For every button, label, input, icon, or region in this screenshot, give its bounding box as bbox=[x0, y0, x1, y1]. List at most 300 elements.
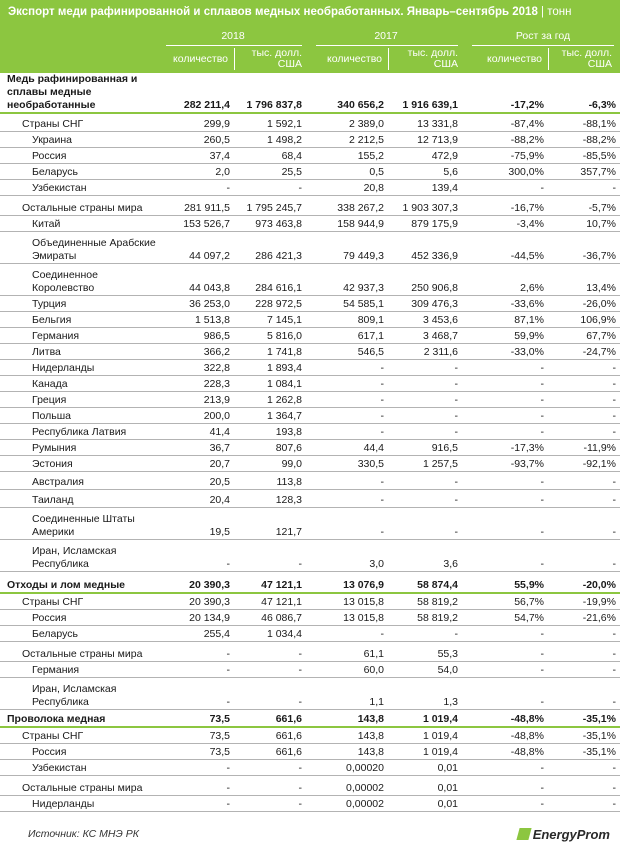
cell-growth-usd: - bbox=[548, 391, 620, 407]
cell-usd-2018: 1 592,1 bbox=[234, 113, 306, 131]
row-label: Канада bbox=[0, 375, 160, 391]
table-row bbox=[0, 641, 620, 661]
row-label: Иран, Исламская Республика bbox=[0, 677, 160, 709]
cell-qty-2018: 213,9 bbox=[160, 391, 234, 407]
cell-usd-2017: - bbox=[388, 359, 462, 375]
cell-qty-2018: 282 211,4 bbox=[160, 73, 234, 113]
table-row bbox=[0, 147, 620, 163]
table-title: Экспорт меди рафинированной и сплавов медных необработанных. Январь–сентябрь 2018 bbox=[8, 6, 538, 18]
cell-qty-2017: 809,1 bbox=[306, 311, 388, 327]
row-label: Украина bbox=[0, 131, 160, 147]
row-label: Узбекистан bbox=[0, 759, 160, 775]
cell-growth-usd: - bbox=[548, 539, 620, 571]
cell-growth-qty: -33,6% bbox=[462, 295, 548, 311]
cell-usd-2018: 46 086,7 bbox=[234, 609, 306, 625]
cell-growth-qty: -33,0% bbox=[462, 343, 548, 359]
cell-growth-qty: -48,8% bbox=[462, 743, 548, 759]
header-usd-2017: тыс. долл. США bbox=[407, 47, 458, 70]
cell-growth-qty: - bbox=[462, 489, 548, 507]
row-label: Узбекистан bbox=[0, 179, 160, 195]
cell-qty-2018: 153 526,7 bbox=[160, 215, 234, 231]
cell-usd-2018: 121,7 bbox=[234, 507, 306, 539]
table-row bbox=[0, 195, 620, 215]
cell-qty-2018: - bbox=[160, 179, 234, 195]
row-label: Россия bbox=[0, 743, 160, 759]
cell-qty-2017: 0,00020 bbox=[306, 759, 388, 775]
cell-growth-usd: -36,7% bbox=[548, 231, 620, 263]
row-label: Страны СНГ bbox=[0, 727, 160, 743]
cell-usd-2017: 13 331,8 bbox=[388, 113, 462, 131]
cell-qty-2017: 158 944,9 bbox=[306, 215, 388, 231]
row-label: Остальные страны мира bbox=[0, 641, 160, 661]
row-label: Турция bbox=[0, 295, 160, 311]
cell-growth-usd: 13,4% bbox=[548, 263, 620, 295]
cell-usd-2017: 54,0 bbox=[388, 661, 462, 677]
cell-usd-2017: - bbox=[388, 407, 462, 423]
cell-growth-usd: -35,1% bbox=[548, 709, 620, 727]
cell-usd-2018: 193,8 bbox=[234, 423, 306, 439]
cell-growth-qty: -3,4% bbox=[462, 215, 548, 231]
cell-growth-usd: - bbox=[548, 625, 620, 641]
cell-qty-2018: 200,0 bbox=[160, 407, 234, 423]
cell-usd-2017: 3,6 bbox=[388, 539, 462, 571]
row-label: Соединенное Королевство bbox=[0, 263, 160, 295]
table-row bbox=[0, 571, 620, 593]
row-label: Румыния bbox=[0, 439, 160, 455]
cell-qty-2017: 143,8 bbox=[306, 727, 388, 743]
cell-growth-qty: -87,4% bbox=[462, 113, 548, 131]
cell-usd-2018: 661,6 bbox=[234, 743, 306, 759]
cell-usd-2017: - bbox=[388, 375, 462, 391]
cell-growth-usd: - bbox=[548, 775, 620, 795]
cell-qty-2017: - bbox=[306, 391, 388, 407]
table-row bbox=[0, 423, 620, 439]
cell-usd-2017: - bbox=[388, 625, 462, 641]
cell-qty-2018: 299,9 bbox=[160, 113, 234, 131]
cell-growth-qty: - bbox=[462, 759, 548, 775]
cell-usd-2017: 879 175,9 bbox=[388, 215, 462, 231]
cell-usd-2017: 0,01 bbox=[388, 795, 462, 811]
row-label: Россия bbox=[0, 147, 160, 163]
row-label: Иран, Исламская Республика bbox=[0, 539, 160, 571]
cell-growth-qty: 59,9% bbox=[462, 327, 548, 343]
cell-usd-2017: 139,4 bbox=[388, 179, 462, 195]
cell-growth-qty: -17,3% bbox=[462, 439, 548, 455]
table-row bbox=[0, 439, 620, 455]
table-row bbox=[0, 391, 620, 407]
cell-growth-usd: - bbox=[548, 489, 620, 507]
row-label: Объединенные Арабские Эмираты bbox=[0, 231, 160, 263]
cell-usd-2017: 472,9 bbox=[388, 147, 462, 163]
cell-usd-2018: - bbox=[234, 795, 306, 811]
cell-growth-qty: 56,7% bbox=[462, 593, 548, 609]
cell-qty-2018: 20,7 bbox=[160, 455, 234, 471]
cell-growth-qty: - bbox=[462, 359, 548, 375]
cell-usd-2017: - bbox=[388, 391, 462, 407]
cell-growth-usd: 357,7% bbox=[548, 163, 620, 179]
cell-qty-2018: - bbox=[160, 641, 234, 661]
cell-usd-2017: 58 819,2 bbox=[388, 609, 462, 625]
cell-growth-usd: -24,7% bbox=[548, 343, 620, 359]
table-row bbox=[0, 743, 620, 759]
cell-growth-qty: -17,2% bbox=[462, 73, 548, 113]
cell-usd-2018: 661,6 bbox=[234, 727, 306, 743]
cell-usd-2017: 1 257,5 bbox=[388, 455, 462, 471]
cell-usd-2018: 807,6 bbox=[234, 439, 306, 455]
table-row bbox=[0, 343, 620, 359]
cell-usd-2018: 1 034,4 bbox=[234, 625, 306, 641]
cell-qty-2018: 20 390,3 bbox=[160, 571, 234, 593]
cell-qty-2018: 228,3 bbox=[160, 375, 234, 391]
row-label: Нидерланды bbox=[0, 795, 160, 811]
cell-qty-2018: 260,5 bbox=[160, 131, 234, 147]
cell-growth-usd: 106,9% bbox=[548, 311, 620, 327]
table-row bbox=[0, 311, 620, 327]
row-label: Страны СНГ bbox=[0, 593, 160, 609]
cell-qty-2017: 13 015,8 bbox=[306, 609, 388, 625]
cell-qty-2017: 143,8 bbox=[306, 709, 388, 727]
cell-growth-usd: -88,1% bbox=[548, 113, 620, 131]
row-label: Отходы и лом медные bbox=[0, 571, 160, 593]
cell-usd-2017: 1,3 bbox=[388, 677, 462, 709]
cell-usd-2018: 5 816,0 bbox=[234, 327, 306, 343]
header-underline-growth bbox=[472, 45, 614, 46]
cell-qty-2018: 20,5 bbox=[160, 471, 234, 489]
cell-usd-2018: 1 741,8 bbox=[234, 343, 306, 359]
cell-usd-2017: 916,5 bbox=[388, 439, 462, 455]
cell-qty-2017: - bbox=[306, 359, 388, 375]
row-label: Страны СНГ bbox=[0, 113, 160, 131]
data-table bbox=[0, 73, 620, 812]
cell-usd-2017: - bbox=[388, 471, 462, 489]
cell-qty-2018: 73,5 bbox=[160, 727, 234, 743]
header-qty-2017: количество bbox=[327, 53, 382, 65]
cell-usd-2018: 113,8 bbox=[234, 471, 306, 489]
table-row bbox=[0, 73, 620, 113]
cell-growth-qty: - bbox=[462, 507, 548, 539]
row-label: Китай bbox=[0, 215, 160, 231]
cell-qty-2017: 3,0 bbox=[306, 539, 388, 571]
cell-qty-2017: 42 937,3 bbox=[306, 263, 388, 295]
cell-usd-2017: 452 336,9 bbox=[388, 231, 462, 263]
cell-growth-qty: -75,9% bbox=[462, 147, 548, 163]
cell-qty-2018: - bbox=[160, 795, 234, 811]
cell-qty-2018: - bbox=[160, 677, 234, 709]
row-label: Нидерланды bbox=[0, 359, 160, 375]
cell-growth-usd: -20,0% bbox=[548, 571, 620, 593]
row-label: Остальные страны мира bbox=[0, 775, 160, 795]
cell-usd-2017: 58 874,4 bbox=[388, 571, 462, 593]
cell-usd-2018: - bbox=[234, 759, 306, 775]
cell-usd-2017: 3 453,6 bbox=[388, 311, 462, 327]
cell-growth-qty: 54,7% bbox=[462, 609, 548, 625]
cell-usd-2018: - bbox=[234, 775, 306, 795]
cell-qty-2018: 20,4 bbox=[160, 489, 234, 507]
cell-growth-usd: -6,3% bbox=[548, 73, 620, 113]
energyprom-logo bbox=[518, 827, 610, 842]
cell-growth-usd: - bbox=[548, 759, 620, 775]
header-qty-growth: количество bbox=[487, 53, 542, 65]
cell-qty-2018: 44 043,8 bbox=[160, 263, 234, 295]
cell-qty-2018: 281 911,5 bbox=[160, 195, 234, 215]
source-note: Источник: КС МНЭ РК bbox=[28, 828, 139, 840]
row-label: Германия bbox=[0, 661, 160, 677]
cell-growth-qty: 55,9% bbox=[462, 571, 548, 593]
cell-usd-2018: - bbox=[234, 539, 306, 571]
cell-growth-qty: 2,6% bbox=[462, 263, 548, 295]
cell-usd-2018: 25,5 bbox=[234, 163, 306, 179]
row-label: Беларусь bbox=[0, 625, 160, 641]
table-row bbox=[0, 179, 620, 195]
cell-growth-usd: -35,1% bbox=[548, 743, 620, 759]
cell-usd-2017: - bbox=[388, 423, 462, 439]
cell-growth-usd: - bbox=[548, 677, 620, 709]
cell-usd-2018: - bbox=[234, 677, 306, 709]
cell-qty-2017: 546,5 bbox=[306, 343, 388, 359]
row-label: Соединенные Штаты Америки bbox=[0, 507, 160, 539]
cell-growth-usd: - bbox=[548, 471, 620, 489]
row-label: Германия bbox=[0, 327, 160, 343]
cell-growth-usd: -92,1% bbox=[548, 455, 620, 471]
cell-usd-2018: 1 893,4 bbox=[234, 359, 306, 375]
cell-growth-usd: - bbox=[548, 179, 620, 195]
cell-qty-2018: 73,5 bbox=[160, 709, 234, 727]
cell-usd-2018: 284 616,1 bbox=[234, 263, 306, 295]
cell-qty-2017: 13 015,8 bbox=[306, 593, 388, 609]
table-row bbox=[0, 727, 620, 743]
cell-usd-2017: 1 019,4 bbox=[388, 727, 462, 743]
cell-usd-2018: 228 972,5 bbox=[234, 295, 306, 311]
cell-qty-2018: - bbox=[160, 539, 234, 571]
cell-qty-2017: - bbox=[306, 625, 388, 641]
cell-growth-qty: - bbox=[462, 795, 548, 811]
table-row bbox=[0, 375, 620, 391]
cell-usd-2017: 0,01 bbox=[388, 775, 462, 795]
logo-text: EnergyProm bbox=[532, 827, 610, 842]
logo-mark-icon bbox=[516, 828, 531, 840]
table-row bbox=[0, 471, 620, 489]
cell-qty-2017: - bbox=[306, 489, 388, 507]
row-label: Беларусь bbox=[0, 163, 160, 179]
table-row bbox=[0, 131, 620, 147]
cell-qty-2017: 340 656,2 bbox=[306, 73, 388, 113]
cell-growth-qty: -93,7% bbox=[462, 455, 548, 471]
cell-qty-2017: 617,1 bbox=[306, 327, 388, 343]
cell-qty-2018: - bbox=[160, 759, 234, 775]
cell-usd-2017: 0,01 bbox=[388, 759, 462, 775]
cell-growth-usd: -35,1% bbox=[548, 727, 620, 743]
table-row bbox=[0, 327, 620, 343]
cell-qty-2018: 2,0 bbox=[160, 163, 234, 179]
cell-growth-qty: -48,8% bbox=[462, 727, 548, 743]
cell-usd-2018: 68,4 bbox=[234, 147, 306, 163]
table-row bbox=[0, 677, 620, 709]
cell-qty-2017: 79 449,3 bbox=[306, 231, 388, 263]
cell-usd-2018: - bbox=[234, 661, 306, 677]
cell-growth-usd: - bbox=[548, 795, 620, 811]
cell-usd-2017: 5,6 bbox=[388, 163, 462, 179]
cell-qty-2017: - bbox=[306, 423, 388, 439]
row-label: Проволока медная bbox=[0, 709, 160, 727]
table-row bbox=[0, 113, 620, 131]
row-label: Эстония bbox=[0, 455, 160, 471]
cell-growth-usd: -88,2% bbox=[548, 131, 620, 147]
table-row bbox=[0, 609, 620, 625]
cell-growth-usd: -19,9% bbox=[548, 593, 620, 609]
cell-usd-2018: - bbox=[234, 179, 306, 195]
cell-growth-usd: 10,7% bbox=[548, 215, 620, 231]
cell-qty-2017: - bbox=[306, 507, 388, 539]
cell-qty-2018: 36,7 bbox=[160, 439, 234, 455]
cell-usd-2018: 128,3 bbox=[234, 489, 306, 507]
cell-growth-qty: -48,8% bbox=[462, 709, 548, 727]
table-row bbox=[0, 215, 620, 231]
cell-growth-qty: - bbox=[462, 423, 548, 439]
cell-growth-usd: -26,0% bbox=[548, 295, 620, 311]
cell-usd-2018: 1 796 837,8 bbox=[234, 73, 306, 113]
table-row bbox=[0, 295, 620, 311]
cell-usd-2017: 1 019,4 bbox=[388, 709, 462, 727]
cell-usd-2018: - bbox=[234, 641, 306, 661]
cell-qty-2017: 0,00002 bbox=[306, 775, 388, 795]
cell-usd-2018: 286 421,3 bbox=[234, 231, 306, 263]
table-row bbox=[0, 407, 620, 423]
table-row bbox=[0, 263, 620, 295]
table-row bbox=[0, 625, 620, 641]
row-label: Республика Латвия bbox=[0, 423, 160, 439]
header-qty-2018: количество bbox=[173, 53, 228, 65]
table-unit: тонн bbox=[547, 6, 572, 18]
cell-qty-2018: 255,4 bbox=[160, 625, 234, 641]
cell-growth-usd: - bbox=[548, 661, 620, 677]
cell-qty-2017: - bbox=[306, 471, 388, 489]
cell-qty-2017: 0,5 bbox=[306, 163, 388, 179]
cell-usd-2018: 99,0 bbox=[234, 455, 306, 471]
table-row bbox=[0, 775, 620, 795]
cell-usd-2017: 1 903 307,3 bbox=[388, 195, 462, 215]
header-usd-growth: тыс. долл. США bbox=[561, 47, 612, 70]
table-row bbox=[0, 507, 620, 539]
cell-growth-qty: -16,7% bbox=[462, 195, 548, 215]
cell-usd-2018: 1 795 245,7 bbox=[234, 195, 306, 215]
cell-usd-2018: 1 262,8 bbox=[234, 391, 306, 407]
cell-growth-qty: - bbox=[462, 661, 548, 677]
cell-qty-2018: 20 134,9 bbox=[160, 609, 234, 625]
cell-usd-2017: - bbox=[388, 489, 462, 507]
header-growth: Рост за год bbox=[515, 30, 571, 42]
header-underline-2017 bbox=[316, 45, 458, 46]
cell-growth-qty: - bbox=[462, 641, 548, 661]
cell-qty-2018: 366,2 bbox=[160, 343, 234, 359]
row-label: Австралия bbox=[0, 471, 160, 489]
cell-growth-qty: - bbox=[462, 625, 548, 641]
cell-growth-usd: -85,5% bbox=[548, 147, 620, 163]
cell-growth-usd: -11,9% bbox=[548, 439, 620, 455]
row-label: Литва bbox=[0, 343, 160, 359]
row-label: Греция bbox=[0, 391, 160, 407]
cell-growth-qty: - bbox=[462, 677, 548, 709]
cell-growth-usd: - bbox=[548, 641, 620, 661]
cell-qty-2017: 20,8 bbox=[306, 179, 388, 195]
table-row bbox=[0, 593, 620, 609]
cell-usd-2018: 1 498,2 bbox=[234, 131, 306, 147]
cell-qty-2018: - bbox=[160, 775, 234, 795]
cell-qty-2017: - bbox=[306, 407, 388, 423]
cell-usd-2018: 973 463,8 bbox=[234, 215, 306, 231]
cell-qty-2017: 155,2 bbox=[306, 147, 388, 163]
row-label: Медь рафинированная и сплавы медные необработанные bbox=[0, 73, 160, 113]
table-header bbox=[0, 24, 620, 73]
cell-growth-qty: -44,5% bbox=[462, 231, 548, 263]
cell-growth-qty: - bbox=[462, 375, 548, 391]
cell-growth-qty: - bbox=[462, 471, 548, 489]
cell-qty-2017: 44,4 bbox=[306, 439, 388, 455]
footer bbox=[0, 825, 620, 848]
row-label: Остальные страны мира bbox=[0, 195, 160, 215]
cell-growth-qty: - bbox=[462, 179, 548, 195]
cell-usd-2017: 2 311,6 bbox=[388, 343, 462, 359]
cell-qty-2017: 60,0 bbox=[306, 661, 388, 677]
cell-growth-usd: - bbox=[548, 375, 620, 391]
cell-qty-2017: 0,00002 bbox=[306, 795, 388, 811]
cell-usd-2018: 47 121,1 bbox=[234, 571, 306, 593]
row-label: Таиланд bbox=[0, 489, 160, 507]
cell-qty-2017: - bbox=[306, 375, 388, 391]
cell-qty-2017: 61,1 bbox=[306, 641, 388, 661]
cell-growth-usd: - bbox=[548, 359, 620, 375]
cell-qty-2017: 13 076,9 bbox=[306, 571, 388, 593]
cell-qty-2018: 322,8 bbox=[160, 359, 234, 375]
table-row bbox=[0, 359, 620, 375]
cell-qty-2017: 2 212,5 bbox=[306, 131, 388, 147]
cell-usd-2018: 47 121,1 bbox=[234, 593, 306, 609]
cell-qty-2018: - bbox=[160, 661, 234, 677]
row-label: Польша bbox=[0, 407, 160, 423]
cell-usd-2018: 1 364,7 bbox=[234, 407, 306, 423]
cell-usd-2017: 58 819,2 bbox=[388, 593, 462, 609]
cell-usd-2017: 1 916 639,1 bbox=[388, 73, 462, 113]
cell-growth-usd: - bbox=[548, 423, 620, 439]
cell-qty-2018: 37,4 bbox=[160, 147, 234, 163]
header-underline-2018 bbox=[166, 45, 302, 46]
table-row bbox=[0, 163, 620, 179]
cell-qty-2017: 2 389,0 bbox=[306, 113, 388, 131]
cell-usd-2017: 309 476,3 bbox=[388, 295, 462, 311]
header-year-2018: 2018 bbox=[221, 30, 245, 42]
cell-qty-2018: 36 253,0 bbox=[160, 295, 234, 311]
row-label: Бельгия bbox=[0, 311, 160, 327]
table-row bbox=[0, 759, 620, 775]
cell-usd-2017: 3 468,7 bbox=[388, 327, 462, 343]
cell-usd-2018: 7 145,1 bbox=[234, 311, 306, 327]
cell-growth-qty: - bbox=[462, 391, 548, 407]
cell-qty-2018: 41,4 bbox=[160, 423, 234, 439]
cell-growth-qty: -88,2% bbox=[462, 131, 548, 147]
table-row bbox=[0, 489, 620, 507]
cell-growth-usd: -21,6% bbox=[548, 609, 620, 625]
cell-growth-qty: - bbox=[462, 775, 548, 795]
cell-growth-qty: 300,0% bbox=[462, 163, 548, 179]
table-title-bar: Экспорт меди рафинированной и сплавов медных необработанных. Январь–сентябрь 2018 | тонн bbox=[0, 0, 620, 24]
cell-qty-2017: 54 585,1 bbox=[306, 295, 388, 311]
cell-qty-2018: 20 390,3 bbox=[160, 593, 234, 609]
cell-qty-2017: 338 267,2 bbox=[306, 195, 388, 215]
cell-qty-2018: 44 097,2 bbox=[160, 231, 234, 263]
cell-qty-2018: 73,5 bbox=[160, 743, 234, 759]
cell-growth-usd: - bbox=[548, 407, 620, 423]
table-row bbox=[0, 709, 620, 727]
table-row bbox=[0, 455, 620, 471]
